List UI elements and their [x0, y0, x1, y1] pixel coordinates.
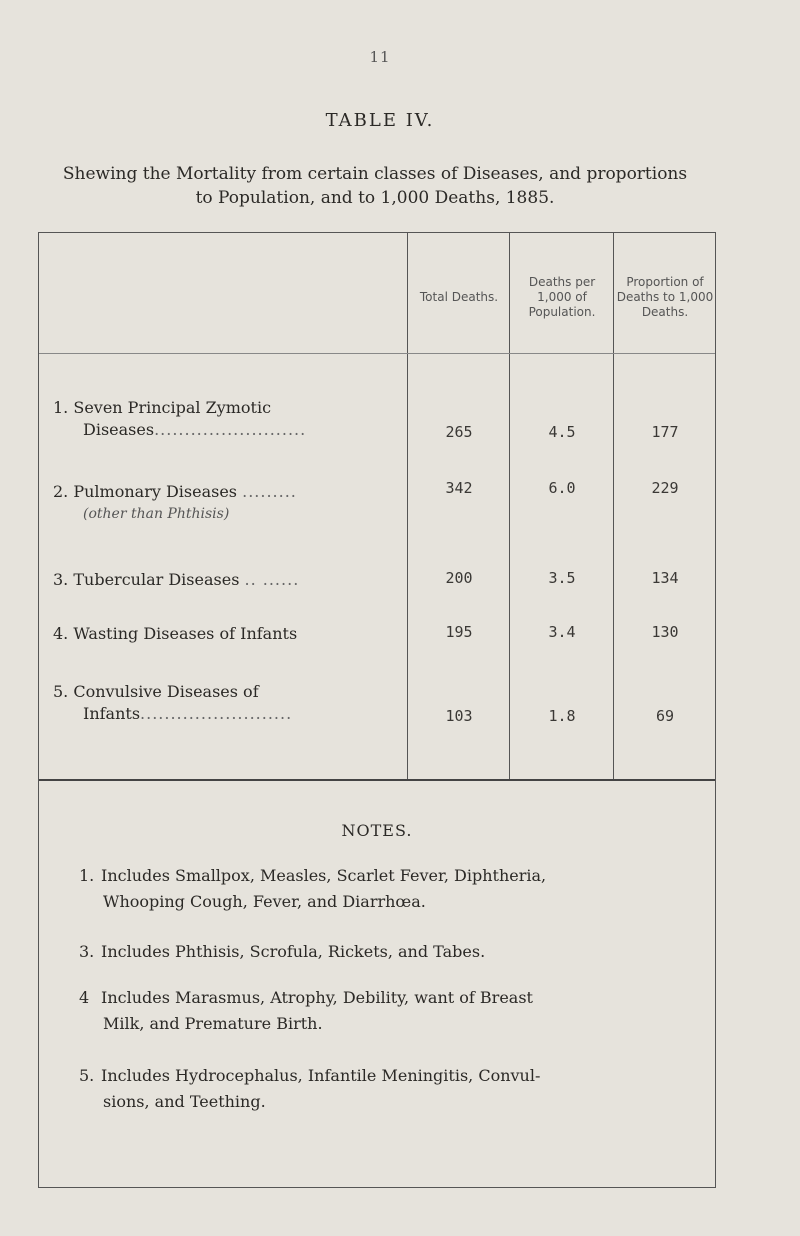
cell-per-population: 3.4 [548, 623, 576, 641]
note-text: Includes Smallpox, Measles, Scarlet Fever, Diphtheria, [101, 866, 547, 885]
cell-per-population: 6.0 [548, 479, 576, 497]
row-label-line [53, 419, 393, 441]
cell-proportion: 229 [651, 479, 679, 497]
note-number: 4 [79, 988, 90, 1007]
col-header-proportion: Proportion of Deaths to 1,000 Deaths. [616, 274, 714, 319]
cell-total: 200 [445, 569, 473, 587]
table-title: TABLE IV. [325, 110, 435, 131]
note-text: Includes Phthisis, Scrofula, Rickets, and Tabes. [101, 942, 486, 961]
row-label-text: 3. Tubercular Diseases [53, 570, 240, 589]
note-text: sions, and Teething. [103, 1092, 266, 1111]
note-number: 5. [79, 1066, 95, 1085]
cell-per-population: 4.5 [548, 423, 576, 441]
note-text: Whooping Cough, Fever, and Diarrhœa. [103, 892, 426, 911]
cell-proportion: 69 [655, 707, 675, 725]
notes-rule [39, 779, 715, 781]
notes-title: NOTES. [341, 821, 413, 840]
column-divider [613, 233, 614, 779]
note-number: 1. [79, 866, 95, 885]
table-caption: Shewing the Mortality from certain classes of Diseases, and proportions to Population, and to 1,000 Deaths, 1885. [62, 164, 688, 208]
cell-per-population: 3.5 [548, 569, 576, 587]
mortality-table [38, 232, 716, 1188]
page-number: 11 [369, 48, 391, 66]
note-text: Includes Hydrocephalus, Infantile Meningitis, Convul- [101, 1066, 541, 1085]
row-label-convulsive [53, 681, 393, 725]
col-header-total-deaths: Total Deaths. [419, 289, 499, 304]
cell-total: 103 [445, 707, 473, 725]
dot-leader: ......................... [140, 704, 293, 723]
note-item [79, 939, 699, 965]
dot-leader: .. ...... [244, 570, 300, 589]
cell-total: 195 [445, 623, 473, 641]
row-label-tubercular [53, 569, 393, 591]
dot-leader: ......................... [154, 420, 307, 439]
column-divider [407, 233, 408, 779]
cell-proportion: 177 [651, 423, 679, 441]
row-sublabel: (other than Phthisis) [83, 506, 230, 522]
note-item [79, 985, 699, 1037]
row-label-line: 1. Seven Principal Zymotic [53, 398, 272, 417]
row-label-line [53, 703, 393, 725]
row-label-text: 4. Wasting Diseases of Infants [53, 624, 298, 643]
row-label-wasting [53, 623, 393, 645]
row-label-text: 2. Pulmonary Diseases [53, 482, 238, 501]
note-text: Includes Marasmus, Atrophy, Debility, want of Breast [101, 988, 533, 1007]
column-divider [509, 233, 510, 779]
cell-total: 265 [445, 423, 473, 441]
col-header-deaths-per-population: Deaths per 1,000 of Population. [528, 274, 596, 319]
row-label-text: Diseases [83, 420, 155, 439]
row-label-pulmonary [53, 481, 393, 525]
row-label-text: Infants [83, 704, 141, 723]
cell-proportion: 134 [651, 569, 679, 587]
cell-proportion: 130 [651, 623, 679, 641]
note-number: 3. [79, 942, 95, 961]
note-item [79, 863, 699, 915]
cell-total: 342 [445, 479, 473, 497]
row-label-zymotic [53, 397, 393, 441]
row-label-line: 5. Convulsive Diseases of [53, 682, 259, 701]
note-text: Milk, and Premature Birth. [103, 1014, 323, 1033]
header-rule [39, 353, 715, 354]
note-item [79, 1063, 699, 1115]
cell-per-population: 1.8 [548, 707, 576, 725]
dot-leader: ......... [242, 482, 297, 501]
